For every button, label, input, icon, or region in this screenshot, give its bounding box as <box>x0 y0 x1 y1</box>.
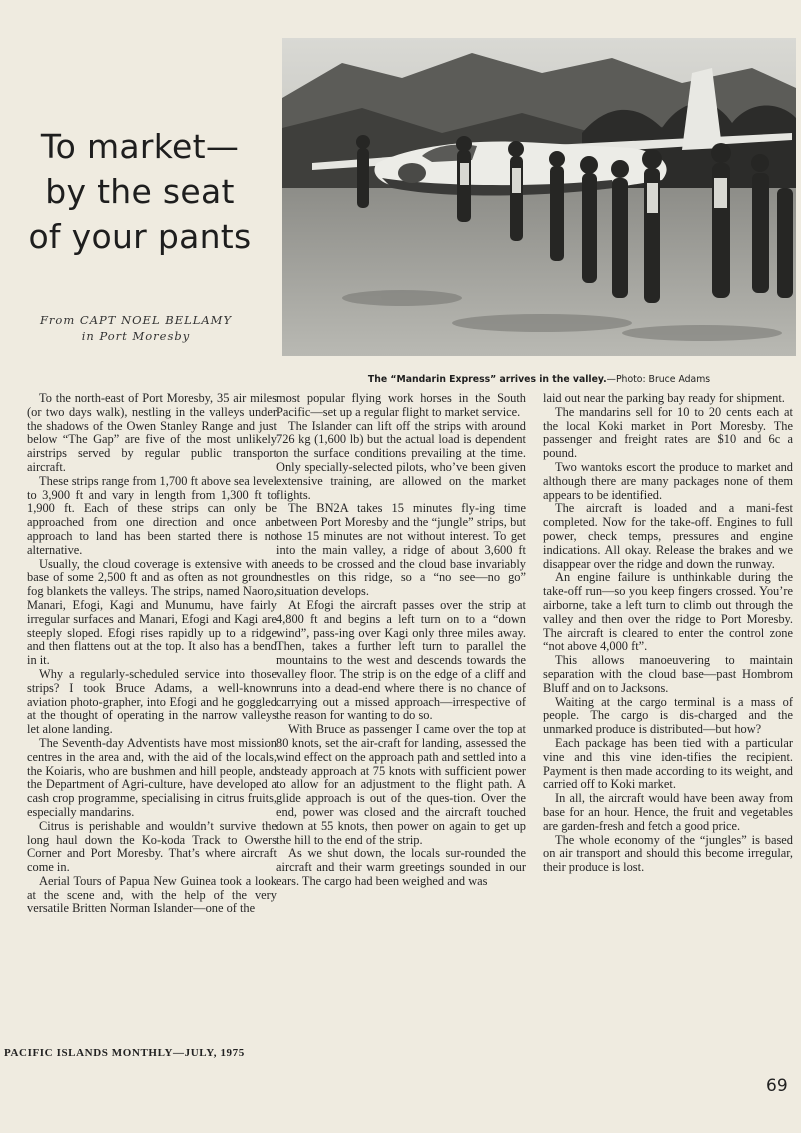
paragraph: The BN2A takes 15 minutes fly-ing time between Port Moresby and the “jungle” strips, but those 15 minutes are not without interest. To get into the main valley, a ridge of about 3,600 ft needs to be crossed and the cloud base invariably nestles on this ridge, so a “no see—no go” situation develops. <box>276 501 526 599</box>
paragraph: Aerial Tours of Papua New Guinea took a look at the scene and, with the help of the very versatile Britten Norman Islander—one of the <box>27 873 277 916</box>
paragraph: With Bruce as passenger I came over the top at 80 knots, set the air-craft for landing, assessed the wind effect on the approach path and settled into a steady approach at 75 knots with sufficient power to allow for an adjustment to the flight path. A glide approach is out of the ques-tion. Over the end, power was closed and the aircraft touched down at 55 knots, then power on again to get up the hill to the end of the strip. <box>276 722 526 847</box>
headline-line: by the seat <box>45 172 235 211</box>
paragraph: most popular flying work horses in the South Pacific—set up a regular flight to market service. <box>276 391 526 419</box>
paragraph: The mandarins sell for 10 to 20 cents each at the local Koki market in Port Moresby. The passenger and freight rates are $10 and 6c a pound. <box>543 404 793 461</box>
paragraph: Two wantoks escort the produce to market and although there are many packages none of them appears to be identified. <box>543 459 793 502</box>
paragraph: Citrus is perishable and wouldn’t survive the long haul down the Ko-koda Track to Owers Corner and Port Moresby. That’s where aircraft come in. <box>27 818 277 875</box>
paragraph: The Islander can lift off the strips with around 726 kg (1,600 lb) but the actual load is dependent on the surface conditions prevailing at the time. Only specially-selected pilots, who’ve been given extensive training, are allowed on the market flights. <box>276 418 526 502</box>
article-photo <box>282 38 796 356</box>
paragraph: The Seventh-day Adventists have most mission centres in the area and, with the aid of the locals, the Koiaris, who are bushmen and hill people, and the Department of Agri-culture, have developed a cash crop programme, specialising in citrus fruits, especially mandarins. <box>27 735 277 819</box>
headline-line: To market— <box>40 127 240 166</box>
photo-caption-title: The “Mandarin Express” arrives in the valley. <box>367 374 607 385</box>
paragraph: The whole economy of the “jungles” is based on air transport and should this become irregular, their produce is lost. <box>543 832 793 875</box>
paragraph: To the north-east of Port Moresby, 35 air miles (or two days walk), nestling in the valleys under the shadows of the Owen Stanley Range and just below “The Gap” are five of the most unlikely airstrips served by regular public transport aircraft. <box>27 391 277 474</box>
page-number: 69 <box>766 1076 788 1096</box>
article-column-1 <box>27 392 277 916</box>
article-column-2 <box>276 392 526 889</box>
paragraph: laid out near the parking bay ready for shipment. <box>543 391 785 405</box>
headline-line: of your pants <box>28 217 252 256</box>
paragraph: Usually, the cloud coverage is extensive with a base of some 2,500 ft and as often as not ground fog blankets the valleys. The strips, named Naoro, Manari, Efogi, Kagi and Munumu, have fairly irregular surfaces and Manari, Efogi and Kagi are steeply sloped. Efogi rises rapidly up to a ridge and then flattens out at the top. It also has a bend in it. <box>27 556 277 668</box>
photo-aircraft-crowd-icon <box>282 38 796 356</box>
article-headline <box>8 124 272 259</box>
byline-location: in Port Moresby <box>81 329 191 343</box>
article-byline <box>0 312 272 344</box>
byline-author: From CAPT NOEL BELLAMY <box>39 313 233 327</box>
paragraph: The aircraft is loaded and a mani-fest completed. Now for the take-off. Engines to full power, check temps, pressures and engine indications. All okay. Release the brakes and we disappear over the ridge and down the runway. <box>543 501 793 571</box>
paragraph: In all, the aircraft would have been away from base for an hour. Hence, the fruit and vegetables are garden-fresh and fetch a good price. <box>543 791 793 833</box>
photo-caption-credit: —Photo: Bruce Adams <box>606 374 711 385</box>
paragraph: At Efogi the aircraft passes over the strip at 4,800 ft and begins a left turn on to a “down wind”, pass-ing over Kagi only three miles away. Then, takes a further left turn to parallel the mountains to the west and descends towards the valley floor. The strip is on the edge of a cliff and runs into a dead-end where there is no chance of carrying out a missed approach—irrespective of the reason for wanting to do so. <box>276 597 526 723</box>
paragraph: This allows manoeuvering to maintain separation with the cloud base—past Hombrom Bluff and on to Jacksons. <box>543 653 793 695</box>
publication-footer: PACIFIC ISLANDS MONTHLY—JULY, 1975 <box>4 1047 245 1059</box>
paragraph: Why a regularly-scheduled service into those strips? I took Bruce Adams, a well-known aviation photo-grapher, into Efogi and he goggled at the thought of operating in the narrow valleys let alone landing. <box>27 666 277 737</box>
photo-caption <box>282 373 796 387</box>
paragraph: Each package has been tied with a particular vine and this vine iden-tifies the recipient. Payment is then made according to its weight, and carried off to Koki market. <box>543 735 793 792</box>
paragraph: These strips range from 1,700 ft above sea level to 3,900 ft and vary in length from 1,300 ft to 1,900 ft. Each of these strips can only be approached from one direction and once an approach to land has been started there is no alternative. <box>27 473 277 557</box>
paragraph: Waiting at the cargo terminal is a mass of people. The cargo is dis-charged and the unmarked produce is distributed—but how? <box>543 694 793 737</box>
paragraph: An engine failure is unthinkable during the take-off run—so you keep fingers crossed. You’re airborne, take a left turn to climb out through the valley and then over the ridge to Port Moresby. The aircraft is cleared to enter the control zone “not above 4,000 ft”. <box>543 570 793 654</box>
article-column-3 <box>543 392 793 875</box>
paragraph: As we shut down, the locals sur-rounded the aircraft and their warm greetings sounded in our ears. The cargo had been weighed and was <box>276 846 526 888</box>
